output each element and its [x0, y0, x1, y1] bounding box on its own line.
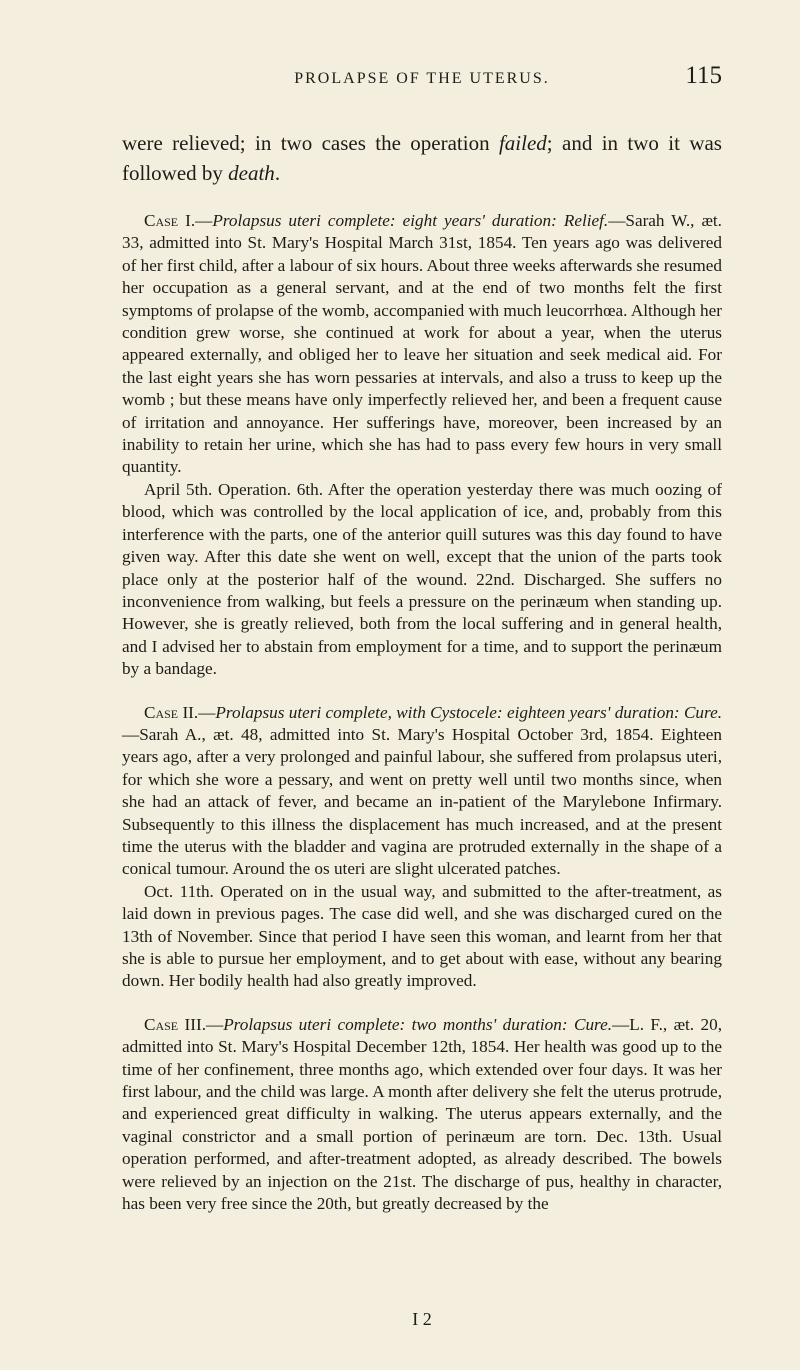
case-3-title: Prolapsus uteri complete: two months' duration: Cure. — [223, 1014, 613, 1034]
running-title: PROLAPSE OF THE UTERUS. — [294, 70, 550, 87]
case-3-paragraph-1: Case III.—Prolapsus uteri complete: two months' duration: Cure.—L. F., æt. 20, admitted into St. Mary's Hospital December 12th, 1854. Her health was good up to the time of her confinement, three months ago, which extended over four days. It was her first labour, and the child was large. A month after delivery she felt the uterus protrude, and experienced great difficulty in walking. The uterus appears externally, and the vaginal constrictor and a small portion of perinæum are torn. Dec. 13th. Usual operation performed, and after-treatment adopted, as already described. The bowels were relieved by an injection on the 21st. The discharge of pus, healthy in character, has been very free since the 20th, but greatly decreased by the — [122, 1014, 722, 1214]
intro-text: ; and in two it was followed by — [122, 131, 722, 185]
signature-mark: I 2 — [412, 1309, 432, 1329]
case-1-label: Case I. — [144, 211, 196, 230]
case-2-paragraph-1: Case II.—Prolapsus uteri complete, with Cystocele: eighteen years' duration: Cure.—Sarah A., æt. 48, admitted into St. Mary's Hospital October 3rd, 1854. Eighteen years ago, after a very prolonged and painful labour, she suffered from prolapsus uteri, for which she wore a pessary, and went on pretty well until two months since, when she had an attack of fever, and became an in-patient of the Marylebone Infirmary. Subsequently to this illness the displacement has much increased, and at the present time the uterus with the bladder and vagina are protruded externally in the shape of a conical tumour. Around the os uteri are slight ulcerated patches. — [122, 702, 722, 879]
running-head — [122, 62, 722, 96]
case-3-text: L. F., æt. 20, admitted into St. Mary's Hospital December 12th, 1854. Her health was good up to the time of her confinement, three months ago, which extended over four days. It was her first labour, and the child was large. A month after delivery she felt the uterus protrude, and experienced great difficulty in walking. The uterus appears externally, and the vaginal constrictor and a small portion of perinæum are torn. Dec. 13th. Usual operation performed, and after-treatment adopted, as already described. The bowels were relieved by an injection on the 21st. The discharge of pus, healthy in character, has been very free since the 20th, but greatly decreased by the — [122, 1014, 722, 1214]
case-2-text: Sarah A., æt. 48, admitted into St. Mary's Hospital October 3rd, 1854. Eighteen years ago, after a very prolonged and painful labour, she suffered from prolapsus uteri, for which she wore a pessary, and went on pretty well until two months since, when she had an attack of fever, and became an in-patient of the Marylebone Infirmary. Subsequently to this illness the displacement has much increased, and at the present time the uterus with the bladder and vagina are protruded externally in the shape of a conical tumour. Around the os uteri are slight ulcerated patches. — [122, 724, 722, 879]
body-text — [122, 128, 722, 1236]
case-1-paragraph-2: April 5th. Operation. 6th. After the operation yesterday there was much oozing of blood, which was controlled by the local application of ice, and, probably from this interference with the parts, one of the anterior quill sutures was this day found to have given way. After this date she went on well, except that the union of the parts took place only at the posterior half of the wound. 22nd. Discharged. She suffers no inconvenience from walking, but feels a pressure on the perinæum when standing up. However, she is greatly relieved, both from the local suffering and in general health, and I advised her to abstain from employment for a time, and to support the perinæum by a bandage. — [122, 479, 722, 679]
case-3-label: Case III. — [144, 1014, 206, 1034]
case-3 — [122, 1014, 722, 1216]
case-1-text: Sarah W., æt. 33, admitted into St. Mary's Hospital March 31st, 1854. Ten years ago was delivered of her first child, after a labour of six hours. About three weeks afterwards she resumed her occupation as a general servant, and at the end of two months felt the first symptoms of prolapse of the womb, accompanied with much leucorrhœa. Although her condition grew worse, she continued at work for about a year, when the uterus appeared externally, and obliged her to leave her situation and seek medical aid. For the last eight years she has worn pessaries at intervals, and also a truss to keep up the womb ; but these means have only imperfectly relieved her, and been a frequent cause of irritation and annoyance. Her sufferings have, moreover, been increased by an inability to retain her urine, which she has had to pass every few hours in very small quantity. — [122, 211, 722, 477]
page-number: 115 — [685, 62, 722, 89]
case-1-paragraph-1: Case I.—Prolapsus uteri complete: eight years' duration: Relief.—Sarah W., æt. 33, admitted into St. Mary's Hospital March 31st, 1854. Ten years ago was delivered of her first child, after a labour of six hours. About three weeks afterwards she resumed her occupation as a general servant, and at the end of two months felt the first symptoms of prolapse of the womb, accompanied with much leucorrhœa. Although her condition grew worse, she continued at work for about a year, when the uterus appeared externally, and obliged her to leave her situation and seek medical aid. For the last eight years she has worn pessaries at intervals, and also a truss to keep up the womb ; but these means have only imperfectly relieved her, and been a frequent cause of irritation and annoyance. Her sufferings have, moreover, been increased by an inability to retain her urine, which she has had to pass every few hours in very small quantity. — [122, 211, 722, 477]
intro-text: were relieved; in two cases the operation — [122, 131, 499, 155]
intro-emphasis-failed: failed — [498, 131, 547, 155]
case-2 — [122, 702, 722, 993]
intro-paragraph — [122, 128, 722, 188]
intro-text: . — [274, 161, 281, 185]
case-2-paragraph-2: Oct. 11th. Operated on in the usual way, and submitted to the after-treatment, as laid down in previous pages. The case did well, and she was discharged cured on the 13th of November. Since that period I have seen this woman, and learnt from her that she is able to pursue her employment, and to get about with ease, without any bearing down. Her bodily health had also greatly improved. — [122, 881, 722, 991]
case-2-title: Prolapsus uteri complete, with Cystocele: eighteen years' duration: Cure. — [215, 702, 722, 722]
case-1 — [122, 210, 722, 681]
case-1-title: Prolapsus uteri complete: eight years' duration: Relief. — [212, 211, 609, 230]
case-2-label: Case II. — [144, 702, 199, 722]
intro-emphasis-death: death — [228, 161, 275, 185]
